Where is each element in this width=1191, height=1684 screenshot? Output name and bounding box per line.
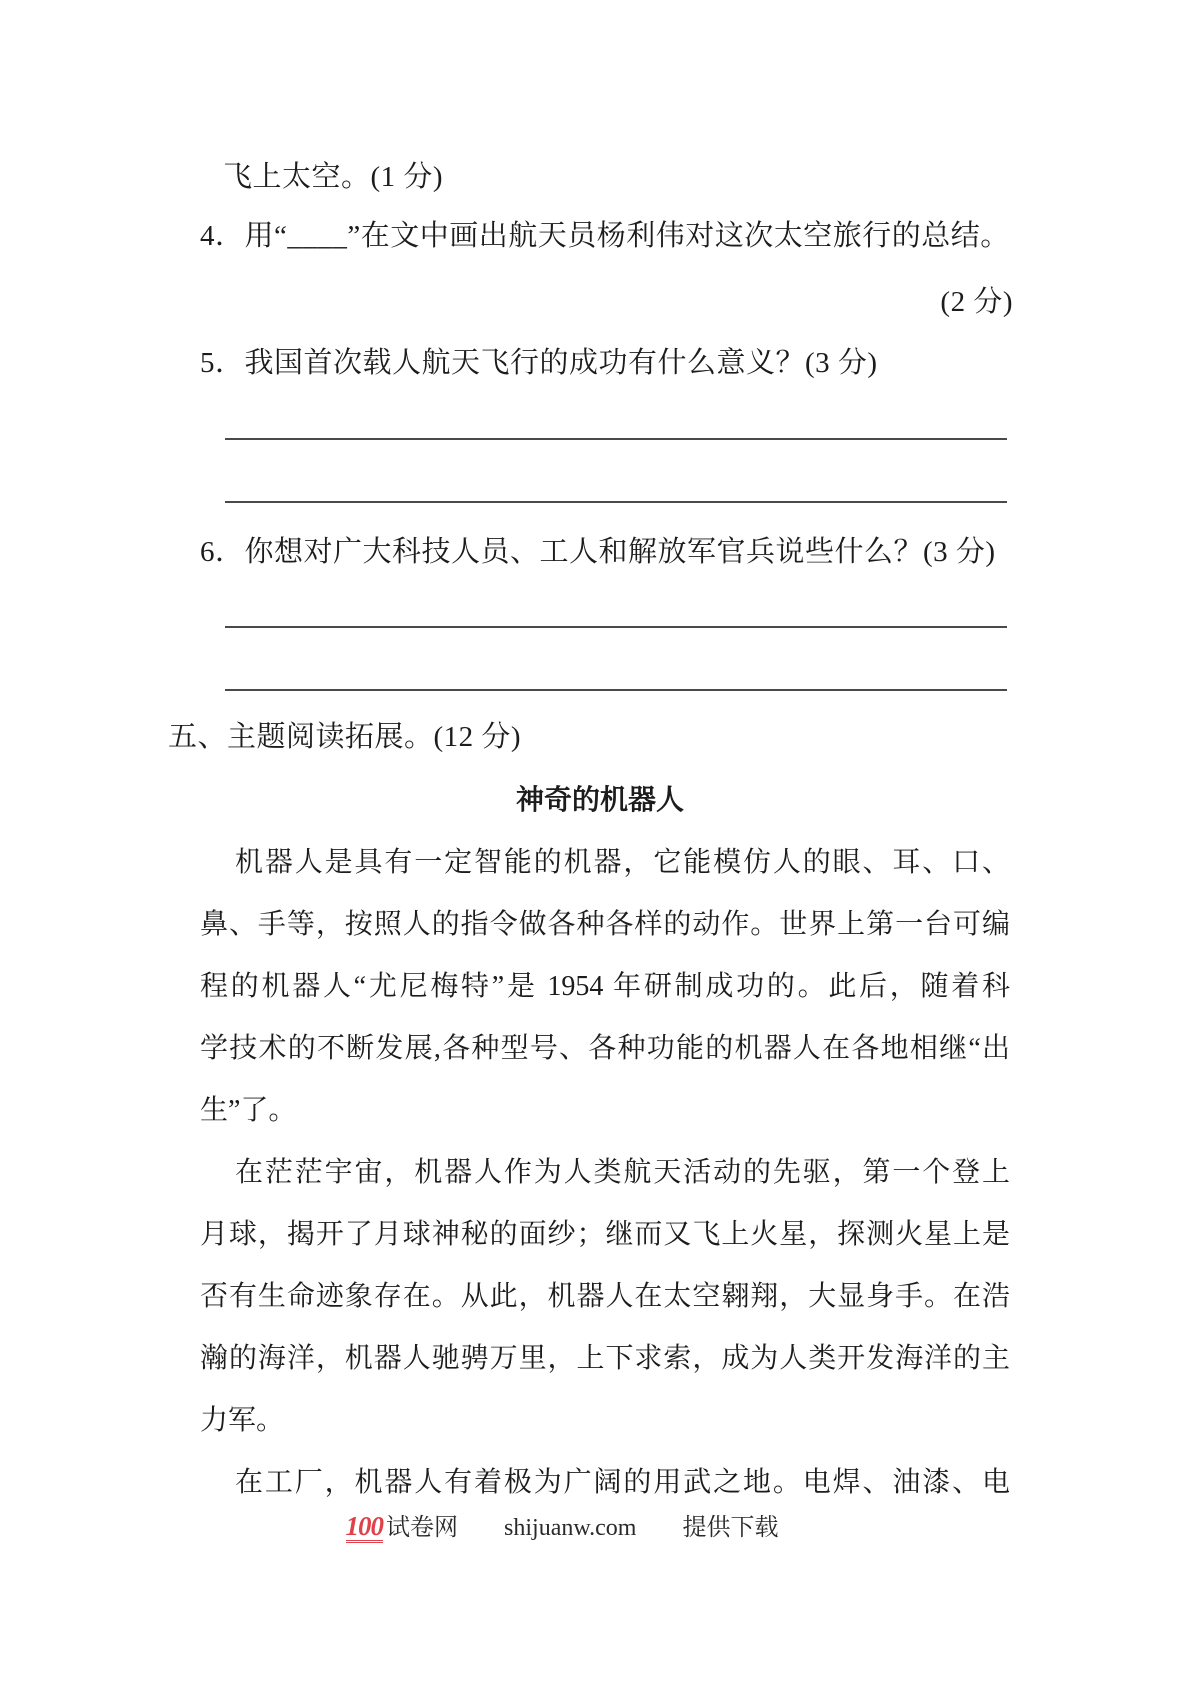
passage-title: 神奇的机器人 — [515, 784, 684, 815]
passage-body — [200, 832, 1010, 1514]
question-3-continuation: 飞上太空。(1 分) — [223, 161, 444, 193]
footer-download-label: 提供下载 — [682, 1515, 779, 1541]
passage-line: 生”了。 — [200, 1095, 297, 1126]
footer-logo — [346, 1506, 459, 1550]
question-5: 5．我国首次载人航天飞行的成功有什么意义？(3 分) — [200, 347, 878, 379]
question-6: 6．你想对广大科技人员、工人和解放军官兵说些什么？(3 分) — [200, 536, 996, 568]
answer-line — [225, 626, 1007, 628]
footer-domain: shijuanw.com — [504, 1515, 637, 1541]
passage-line: 学技术的不断发展,各种型号、各种功能的机器人在各地相继“出 — [200, 1033, 1010, 1064]
passage-line: 在工厂，机器人有着极为广阔的用武之地。电焊、油漆、电 — [235, 1467, 1010, 1498]
answer-line — [225, 501, 1007, 503]
passage-line: 鼻、手等，按照人的指令做各种各样的动作。世界上第一台可编 — [200, 909, 1010, 940]
question-4-score: (2 分) — [940, 286, 1013, 318]
passage-line: 月球，揭开了月球神秘的面纱；继而又飞上火星，探测火星上是 — [200, 1219, 1010, 1250]
page-footer — [0, 1506, 1124, 1550]
passage-line: 力军。 — [200, 1405, 285, 1436]
answer-line — [225, 438, 1007, 440]
passage-line: 在茫茫宇宙，机器人作为人类航天活动的先驱，第一个登上 — [235, 1157, 1010, 1188]
answer-line — [225, 689, 1007, 691]
passage-line: 程的机器人“尤尼梅特”是 1954 年研制成功的。此后，随着科 — [200, 971, 1010, 1002]
logo-site-name: 试卷网 — [386, 1515, 459, 1541]
passage-line: 机器人是具有一定智能的机器，它能模仿人的眼、耳、口、 — [235, 847, 1010, 878]
section-heading: 五、主题阅读拓展。(12 分) — [168, 721, 522, 753]
passage-line: 否有生命迹象存在。从此，机器人在太空翱翔，大显身手。在浩 — [200, 1281, 1010, 1312]
logo-100-icon: 100 — [346, 1512, 384, 1543]
question-4: 4．用“____”在文中画出航天员杨利伟对这次太空旅行的总结。 — [200, 220, 1010, 252]
passage-line: 瀚的海洋，机器人驰骋万里，上下求索，成为人类开发海洋的主 — [200, 1343, 1010, 1374]
